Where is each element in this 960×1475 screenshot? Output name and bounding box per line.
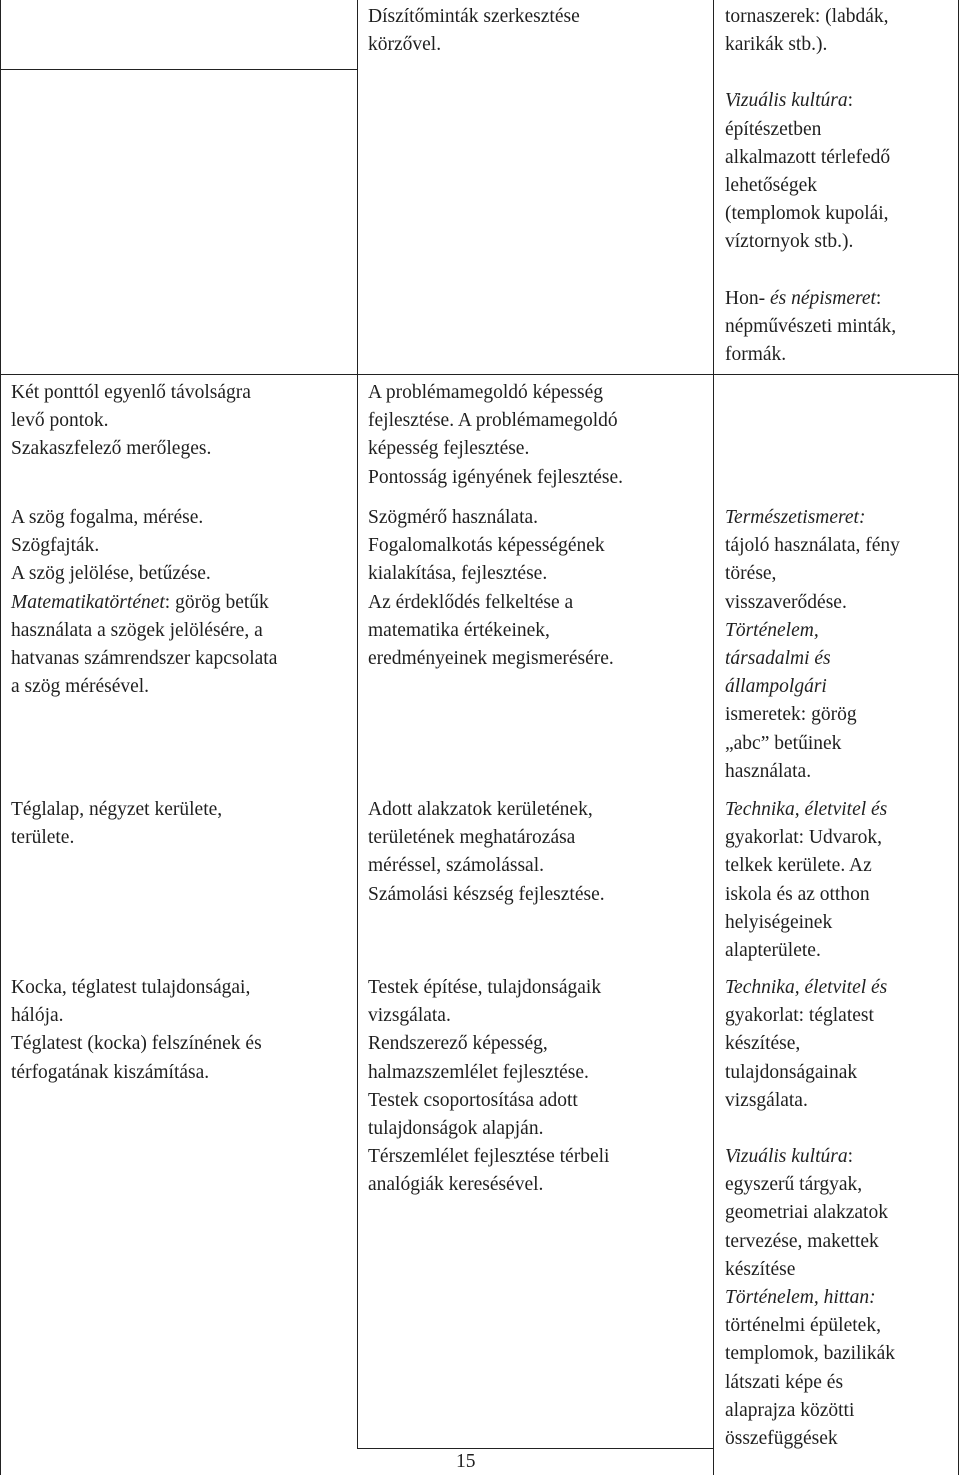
text-line: egyszerű tárgyak, — [725, 1174, 863, 1196]
text-line: iskola és az otthon — [725, 883, 870, 905]
text-line: törése, — [725, 563, 777, 585]
text-line: Szögmérő használata. — [368, 507, 539, 528]
text-line: gyakorlat: téglatest — [725, 1005, 874, 1027]
text-line: analógiák keresésével. — [368, 1174, 544, 1196]
subject-title: Történelem, — [725, 619, 819, 641]
text-line: karikák stb.). — [725, 34, 828, 56]
col3-row1 — [725, 3, 896, 369]
text-line: területének meghatározása — [368, 827, 576, 849]
text-line: történelmi épületek, — [725, 1315, 881, 1337]
col2-row2 — [368, 379, 623, 492]
subject-title: társadalmi és — [725, 648, 831, 670]
col3-row3 — [725, 504, 900, 786]
text-line: lehetőségek — [725, 175, 818, 197]
table-border-col1 — [357, 0, 358, 1448]
col2-row4 — [368, 796, 605, 909]
table-border-right — [958, 0, 959, 1475]
table-row-divider — [0, 374, 959, 375]
text-line: alkalmazott térlefedő — [725, 146, 891, 168]
table-border-left — [0, 0, 1, 1475]
col2-row5 — [368, 974, 609, 1200]
text-line: Vizuális kultúra: — [725, 1146, 854, 1168]
text-line: (templomok kupolái, — [725, 203, 889, 225]
table-row-divider — [0, 69, 358, 70]
text-line: tulajdonságainak — [725, 1061, 858, 1083]
text-line — [11, 589, 277, 617]
text-line: alaprajza közötti — [725, 1399, 855, 1421]
subject-title: Hon- — [725, 287, 770, 309]
text-line: hálója. — [11, 1005, 64, 1027]
text-line: geometriai alakzatok — [725, 1202, 888, 1224]
text-line: térfogatának kiszámítása. — [11, 1061, 210, 1083]
text-line: templomok, bazilikák — [725, 1343, 896, 1365]
text-line: formák. — [725, 344, 787, 366]
subject-title: Vizuális kultúra — [725, 1146, 848, 1168]
text-line: Adott alakzatok kerületének, — [368, 799, 593, 820]
text-line: telkek kerülete. Az — [725, 855, 872, 877]
text-line: Vizuális kultúra: — [725, 90, 854, 112]
text-line: halmazszemlélet fejlesztése. — [368, 1061, 589, 1083]
text-line: Rendszerező képesség, — [368, 1033, 548, 1055]
text-line: A problémamegoldó képesség — [368, 382, 604, 403]
text-line: Szögfajták. — [11, 535, 100, 557]
subject-title: állampolgári — [725, 676, 827, 698]
text-line: gyakorlat: Udvarok, — [725, 827, 883, 849]
subject-title: és népismeret — [769, 287, 876, 309]
text-line: területe. — [11, 827, 75, 849]
subject-title: Technika, életvitel és — [725, 799, 888, 820]
text-line: vizsgálata. — [725, 1089, 808, 1111]
text-line: visszaverődése. — [725, 591, 847, 613]
text-line: „abc” betűinek — [725, 732, 842, 754]
col2-row3 — [368, 504, 614, 673]
text-line: Testek építése, tulajdonságaik — [368, 977, 602, 998]
text-line: tulajdonságok alapján. — [368, 1118, 544, 1140]
subject-title: Természetismeret: — [725, 507, 866, 528]
text-line: tornaszerek: (labdák, — [725, 6, 889, 27]
col3-row4 — [725, 796, 887, 965]
text-line: helyiségeinek — [725, 911, 833, 933]
text-line: a szög mérésével. — [11, 676, 150, 698]
text-line: Az érdeklődés felkeltése a — [368, 591, 574, 613]
text-line: eredményeinek megismerésére. — [368, 648, 614, 670]
text-line: Számolási készség fejlesztése. — [368, 883, 605, 905]
text-line: körzővel. — [368, 34, 442, 56]
text-line: összefüggések — [725, 1428, 838, 1450]
col2-row1 — [368, 3, 580, 59]
text-line: Pontosság igényének fejlesztése. — [368, 466, 624, 488]
text-line: Hon- és népismeret: — [725, 287, 882, 309]
col3-row5 — [725, 974, 895, 1453]
text-line: képesség fejlesztése. — [368, 438, 530, 460]
text-line: matematika értékeinek, — [368, 619, 550, 641]
text-line: népművészeti minták, — [725, 315, 897, 337]
col1-row3 — [11, 504, 277, 701]
text-line: használata a szögek jelölésére, a — [11, 619, 263, 641]
text-line: építészetben — [725, 118, 822, 140]
text-line: készítése, — [725, 1033, 801, 1055]
subject-title: Vizuális kultúra — [725, 90, 848, 112]
text-line: A szög jelölése, betűzése. — [11, 563, 211, 585]
text-line: tájoló használata, fény — [725, 535, 900, 557]
text-line: készítése — [725, 1258, 796, 1280]
text-line: Szakaszfelező merőleges. — [11, 438, 212, 460]
text-line: vizsgálata. — [368, 1005, 451, 1027]
text-line: látszati képe és — [725, 1371, 844, 1393]
text-line: Téglatest (kocka) felszínének és — [11, 1033, 262, 1055]
text-line: Testek csoportosítása adott — [368, 1089, 578, 1111]
subject-title: Technika, életvitel és — [725, 977, 888, 998]
text-line: ismeretek: görög — [725, 704, 857, 726]
text-fragment: : görög betűk — [164, 591, 269, 613]
text-line: Téglalap, négyzet kerülete, — [11, 799, 223, 820]
text-line: Térszemlélet fejlesztése térbeli — [368, 1146, 610, 1168]
subject-title: Történelem, hittan: — [725, 1287, 876, 1309]
text-line: kialakítása, fejlesztése. — [368, 563, 548, 585]
text-line: méréssel, számolással. — [368, 855, 544, 877]
text-line: Díszítőminták szerkesztése — [368, 6, 580, 27]
col1-row2 — [11, 379, 251, 464]
text-line: fejlesztése. A problémamegoldó — [368, 410, 618, 432]
text-line: Két ponttól egyenlő távolságra — [11, 382, 251, 403]
text-line: A szög fogalma, mérése. — [11, 507, 204, 528]
text-line: alapterülete. — [725, 940, 821, 962]
table-border-col2 — [713, 0, 714, 1475]
text-line: tervezése, makettek — [725, 1230, 879, 1252]
text-line: használata. — [725, 760, 812, 782]
text-line: levő pontok. — [11, 410, 109, 432]
col1-row5 — [11, 974, 262, 1087]
table-bottom-border — [357, 1448, 714, 1449]
page-number: 15 — [456, 1451, 476, 1472]
text-line: Fogalomalkotás képességének — [368, 535, 605, 557]
col1-row4 — [11, 796, 222, 852]
text-line: víztornyok stb.). — [725, 231, 854, 253]
subject-title: Matematikatörténet — [11, 591, 165, 613]
text-line: Kocka, téglatest tulajdonságai, — [11, 977, 251, 998]
text-line: hatvanas számrendszer kapcsolata — [11, 648, 278, 670]
